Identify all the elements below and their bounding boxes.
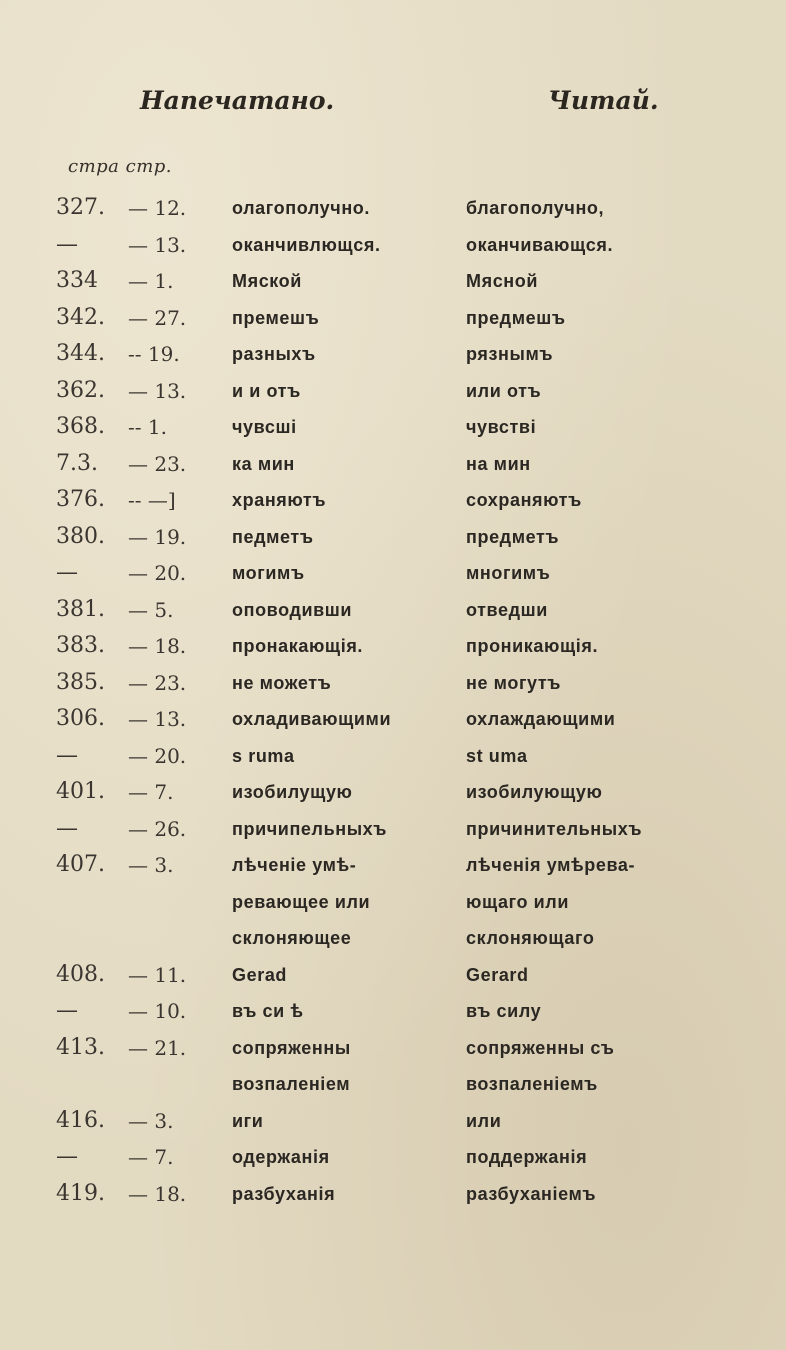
errata-row — [0, 884, 786, 921]
printed-text: храняютъ — [232, 490, 327, 510]
line-number: — 1. — [128, 269, 174, 293]
printed-text: причипельныхъ — [232, 818, 388, 839]
printed-text: премешъ — [232, 307, 320, 328]
line-number: — 27. — [128, 305, 187, 330]
corrected-text: благополучно, — [466, 198, 605, 218]
page-number: 344. — [56, 341, 105, 366]
printed-text: не можетъ — [232, 672, 332, 693]
corrected-text: оканчивающся. — [466, 234, 614, 255]
printed-text: оканчивлющся. — [232, 234, 381, 255]
corrected-text: сопряженны съ — [466, 1037, 615, 1058]
errata-row — [0, 774, 786, 811]
line-number: — 3. — [128, 1108, 174, 1133]
errata-row — [0, 373, 786, 410]
printed-text: ка мин — [232, 453, 295, 474]
corrected-text: въ силу — [466, 1001, 542, 1021]
line-number: — 13. — [128, 232, 187, 257]
errata-row — [0, 628, 786, 665]
printed-text: пронакающiя. — [232, 636, 364, 656]
printed-text: возпаленiем — [232, 1074, 351, 1094]
corrected-text: предмешъ — [466, 307, 566, 328]
errata-row — [0, 1139, 786, 1176]
page-number: 381. — [56, 596, 105, 622]
corrected-text: проникающiя. — [466, 636, 599, 656]
line-number: -- 1. — [128, 415, 167, 439]
printed-text: сопряженны — [232, 1037, 351, 1058]
errata-row — [0, 847, 786, 884]
printed-column-heading: Напечатано. — [140, 86, 335, 115]
page-number: 380. — [56, 523, 105, 549]
corrected-text: многимъ — [466, 563, 551, 583]
corrected-text: ющаго или — [466, 891, 570, 912]
corrected-text: или отъ — [466, 380, 542, 401]
corrected-text: Gerard — [466, 964, 529, 985]
page-number: 334 — [56, 268, 98, 293]
printed-text: и и отъ — [232, 380, 301, 401]
errata-row — [0, 409, 786, 446]
line-number: — 21. — [128, 1035, 187, 1060]
page-number: 342. — [56, 304, 105, 330]
page-number: 408. — [56, 961, 105, 987]
printed-text: педметъ — [232, 526, 314, 547]
line-number: — 20. — [128, 561, 187, 585]
corrected-text: рязнымъ — [466, 344, 554, 364]
corrected-text: не могутъ — [466, 672, 562, 693]
page-line-heading: стра стр. — [68, 156, 173, 177]
printed-text: одержанiя — [232, 1147, 330, 1167]
line-number: — 11. — [128, 962, 187, 987]
printed-text: лѣченiе умѣ- — [232, 855, 357, 875]
page-number: — — [56, 998, 78, 1023]
errata-row — [0, 482, 786, 519]
corrected-text: сохраняютъ — [466, 490, 582, 510]
errata-row — [0, 190, 786, 227]
errata-row — [0, 300, 786, 337]
errata-row — [0, 738, 786, 775]
errata-row — [0, 993, 786, 1030]
errata-row — [0, 446, 786, 483]
page-number: — — [56, 231, 78, 257]
line-number: — 20. — [128, 743, 187, 768]
printed-text: разбуханiя — [232, 1183, 336, 1204]
line-number: — 7. — [128, 1145, 174, 1169]
printed-text: олагополучно. — [232, 198, 370, 218]
page-number: 306. — [56, 706, 105, 731]
page-number: 419. — [56, 1180, 105, 1206]
column-headers — [0, 86, 786, 126]
page-number: — — [56, 742, 78, 768]
errata-row — [0, 957, 786, 994]
line-number: — 13. — [128, 707, 187, 731]
page-number: 7.3. — [56, 450, 98, 476]
corrected-text: чувствi — [466, 417, 537, 437]
corrected-text: st uma — [466, 745, 528, 766]
line-number: — 18. — [128, 634, 187, 658]
errata-row — [0, 592, 786, 629]
line-number: — 18. — [128, 1181, 187, 1206]
page-number: — — [56, 815, 78, 841]
printed-text: s ruma — [232, 745, 295, 766]
page-number: — — [56, 560, 78, 585]
errata-row — [0, 701, 786, 738]
page-number: 327. — [56, 195, 105, 220]
errata-row — [0, 555, 786, 592]
errata-row — [0, 1103, 786, 1140]
errata-list — [0, 190, 786, 1212]
errata-row — [0, 227, 786, 264]
line-number: — 13. — [128, 378, 187, 403]
line-number: -- —] — [128, 488, 176, 512]
printed-text: Мяской — [232, 271, 302, 291]
printed-text: Gerad — [232, 964, 288, 985]
errata-row — [0, 519, 786, 556]
corrected-text: возпаленiемъ — [466, 1074, 598, 1094]
line-number: — 12. — [128, 196, 187, 220]
line-number: — 26. — [128, 816, 187, 841]
errata-row — [0, 1030, 786, 1067]
page-number: 368. — [56, 414, 105, 439]
line-number: — 5. — [128, 597, 174, 622]
page-number: 385. — [56, 669, 105, 695]
corrected-text: лѣченiя умѣрева- — [466, 855, 636, 875]
errata-row — [0, 665, 786, 702]
line-number: — 23. — [128, 670, 187, 695]
corrected-text: или — [466, 1110, 502, 1131]
page-number: 376. — [56, 487, 105, 512]
corrected-text: предметъ — [466, 526, 560, 547]
page-number: 416. — [56, 1107, 105, 1133]
page-number: 413. — [56, 1034, 105, 1060]
errata-row — [0, 263, 786, 300]
line-number: — 7. — [128, 780, 174, 804]
line-number: -- 19. — [128, 342, 180, 366]
page-number: 362. — [56, 377, 105, 403]
corrected-text: причинительныхъ — [466, 818, 643, 839]
line-number: — 10. — [128, 999, 187, 1023]
page-number: 407. — [56, 852, 105, 877]
printed-text: оповодивши — [232, 599, 353, 620]
page-number: 383. — [56, 633, 105, 658]
printed-text: иги — [232, 1110, 264, 1131]
errata-row — [0, 811, 786, 848]
errata-row — [0, 1066, 786, 1103]
corrected-text: изобилующую — [466, 782, 603, 802]
errata-row — [0, 920, 786, 957]
printed-text: склоняющее — [232, 928, 352, 948]
line-number: — 3. — [128, 853, 174, 877]
printed-text: охладивающими — [232, 709, 392, 729]
printed-text: ревающее или — [232, 891, 371, 912]
page-number: 401. — [56, 779, 105, 804]
corrected-text: поддержанiя — [466, 1147, 588, 1167]
printed-text: изобилущую — [232, 782, 353, 802]
line-number: — 19. — [128, 524, 187, 549]
errata-row — [0, 336, 786, 373]
corrected-text: Мясной — [466, 271, 539, 291]
line-number: — 23. — [128, 451, 187, 476]
corrected-text: отведши — [466, 599, 548, 620]
printed-text: разныхъ — [232, 344, 316, 364]
printed-text: въ си ѣ — [232, 1001, 304, 1021]
page-number: — — [56, 1144, 78, 1169]
printed-text: могимъ — [232, 563, 305, 583]
printed-text: чувсшi — [232, 417, 297, 437]
corrected-text: охлаждающими — [466, 709, 616, 729]
errata-row — [0, 1176, 786, 1213]
corrected-text: склоняющаго — [466, 928, 595, 948]
read-column-heading: Читай. — [548, 86, 659, 115]
corrected-text: разбуханiемъ — [466, 1183, 597, 1204]
corrected-text: на мин — [466, 453, 531, 474]
